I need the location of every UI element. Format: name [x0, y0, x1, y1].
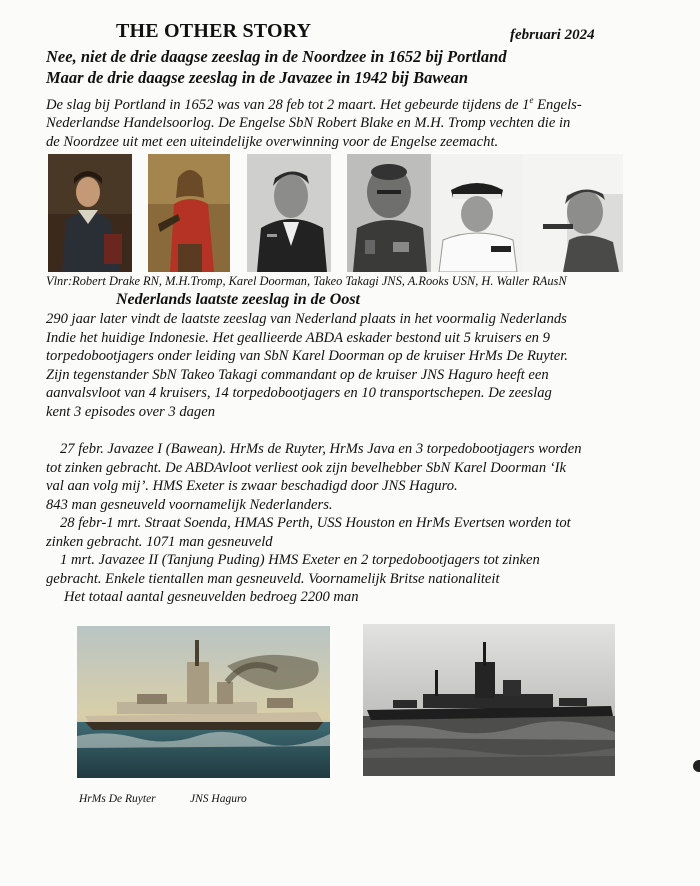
- section-line: Zijn tegenstander SbN Takeo Takagi commandant op de kruiser JNS Haguro heeft een: [46, 366, 549, 383]
- subtitle-line-2: Maar de drie daagse zeeslag in de Javazee in 1942 bij Bawean: [46, 68, 469, 87]
- scan-edge-mark: [693, 760, 700, 772]
- portrait-robert-drake: [48, 154, 132, 272]
- portrait-takeo-takagi: [347, 154, 431, 272]
- portrait-karel-doorman: [247, 154, 331, 272]
- ship-image-de-ruyter: [77, 626, 330, 778]
- issue-date: februari 2024: [510, 27, 595, 43]
- episode-1-line: 27 febr. Javazee I (Bawean). HrMs de Ruyter, HrMs Java en 3 torpedobootjagers worden: [60, 441, 582, 457]
- episode-1-line: tot zinken gebracht. De ABDAvloot verliest ook zijn bevelhebber SbN Karel Doorman ‘Ik: [46, 459, 566, 476]
- intro-line-3: de Noordzee uit met een uiteindelijke overwinning voor de Engelse zeemacht.: [46, 133, 499, 150]
- intro-line-1: De slag bij Portland in 1652 was van 28 feb tot 2 maart. Het gebeurde tijdens de 1e Engels-: [46, 95, 582, 113]
- section-line: torpedobootjagers onder leiding van SbN Karel Doorman op de kruiser HrMs De Ruyter.: [46, 348, 568, 364]
- ship-label-de-ruyter: HrMs De Ruyter: [79, 793, 156, 805]
- section-heading: Nederlands laatste zeeslag in de Oost: [116, 291, 360, 308]
- section-line: kent 3 episodes over 3 dagen: [46, 403, 215, 420]
- portrait-mh-tromp: [148, 154, 230, 272]
- intro-line-2: Nederlandse Handelsoorlog. De Engelse SbN Robert Blake en M.H. Tromp vechten die in: [46, 115, 571, 132]
- section-line: 290 jaar later vindt de laatste zeeslag van Nederland plaats in het voormalig Nederlands: [46, 311, 567, 327]
- portraits-caption: Vlnr:Robert Drake RN, M.H.Tromp, Karel Doorman, Takeo Takagi JNS, A.Rooks USN, H. Waller RAusN: [46, 274, 567, 288]
- episode-3-line: 1 mrt. Javazee II (Tanjung Puding) HMS Exeter en 2 torpedobootjagers tot zinken: [60, 552, 540, 568]
- episode-1-line: val aan volg mij’. HMS Exeter is zwaar beschadigd door JNS Haguro.: [46, 478, 458, 494]
- episode-2-line: 28 febr-1 mrt. Straat Soenda, HMAS Perth, USS Houston en HrMs Evertsen worden tot: [60, 515, 571, 531]
- section-paragraph: [46, 310, 666, 421]
- portrait-h-waller: [523, 154, 623, 272]
- portrait-a-rooks: [431, 154, 523, 272]
- ship-image-haguro: [363, 624, 615, 776]
- intro-paragraph: [46, 91, 666, 151]
- page-title: THE OTHER STORY: [116, 20, 312, 42]
- episode-2-line: zinken gebracht. 1071 man gesneuveld: [46, 533, 273, 550]
- subtitle-line-1: Nee, niet de drie daagse zeeslag in de Noordzee in 1652 bij Portland: [46, 47, 507, 66]
- episode-1-line: 843 man gesneuveld voornamelijk Nederlanders.: [46, 496, 333, 513]
- section-line: Indie het huidige Indonesie. Het geallieerde ABDA eskader bestond uit 5 kruisers en 9: [46, 329, 550, 346]
- ship-label-haguro: JNS Haguro: [190, 793, 247, 805]
- section-line: aanvalsvloot van 4 kruisers, 14 torpedobootjagers en 10 transportschepen. De zeeslag: [46, 385, 552, 401]
- total-casualties: Het totaal aantal gesneuvelden bedroeg 2200 man: [64, 589, 359, 605]
- episodes-paragraph: [46, 440, 666, 607]
- episode-3-line: gebracht. Enkele tientallen man gesneuveld. Voornamelijk Britse nationaliteit: [46, 570, 500, 587]
